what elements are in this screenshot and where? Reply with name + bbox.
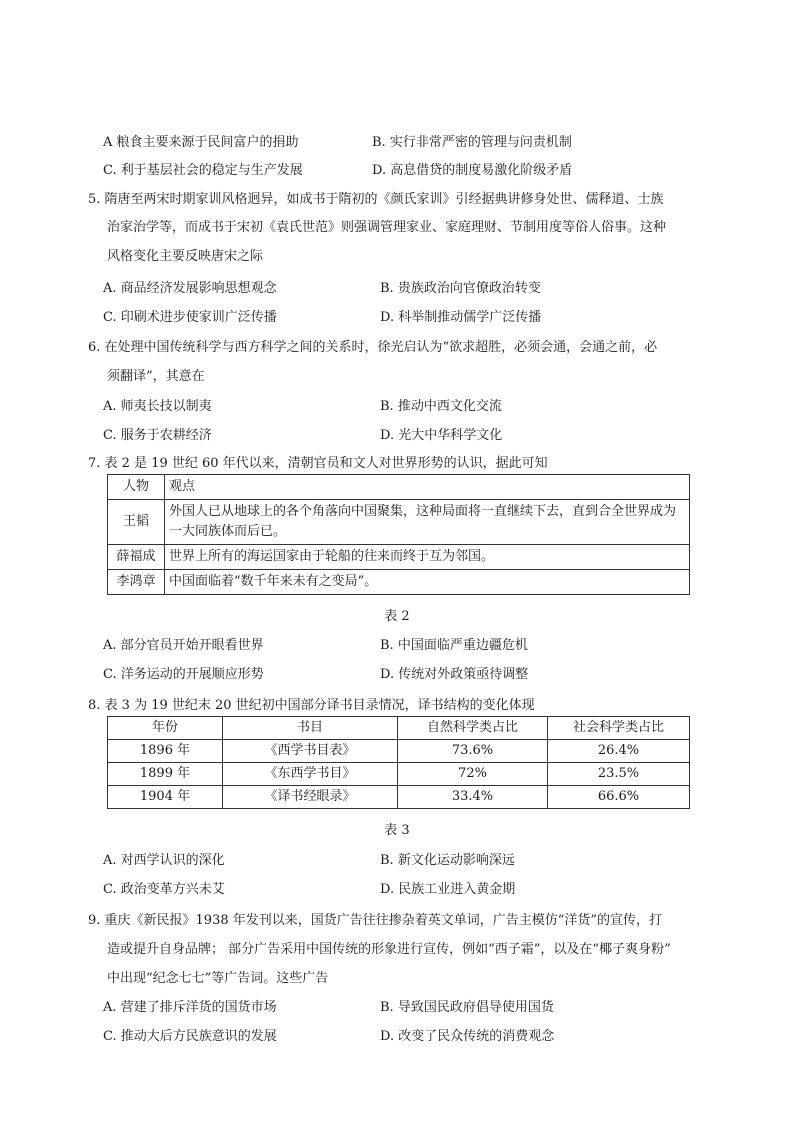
- table-row: [108, 500, 690, 545]
- table-cell: 1904 年: [108, 786, 223, 809]
- table-row: [108, 475, 690, 500]
- table-header-cell: 年份: [108, 717, 223, 740]
- q4-option-d: D. 高息借贷的制度易激化阶级矛盾: [372, 163, 573, 178]
- table-header-cell: 自然科学类占比: [398, 717, 548, 740]
- q7-option-b: B. 中国面临严重边疆危机: [380, 638, 528, 653]
- q9-option-b: B. 导致国民政府倡导使用国货: [380, 1000, 554, 1015]
- q5-option-d: D. 科举制推动儒学广泛传播: [380, 310, 542, 325]
- q9-stem-line-3: 中出现“纪念七七”等广告词。这些广告: [107, 971, 329, 986]
- table-cell: 23.5%: [548, 763, 690, 786]
- table-header-cell: 社会科学类占比: [548, 717, 690, 740]
- table-cell: 《译书经眼录》: [223, 786, 398, 809]
- table-cell: 外国人已从地球上的各个角落向中国聚集，这种局面将一直继续下去，直到合全世界成为一大同族体而后已。: [165, 500, 690, 545]
- q8-option-c: C. 政治变革方兴未艾: [103, 882, 225, 897]
- q8-option-b: B. 新文化运动影响深远: [380, 853, 515, 868]
- q9-option-d: D. 改变了民众传统的消费观念: [380, 1029, 555, 1044]
- q7-option-a: A. 部分官员开始开眼看世界: [103, 638, 264, 653]
- table-row: [108, 763, 690, 786]
- table-cell: 73.6%: [398, 740, 548, 763]
- q6-option-a: A. 师夷长技以制夷: [103, 399, 212, 414]
- table-cell: 李鸿章: [108, 570, 165, 595]
- table-cell: 《东西学书目》: [223, 763, 398, 786]
- table-2: [107, 474, 690, 595]
- q5-option-c: C. 印刷术进步使家训广泛传播: [103, 310, 277, 325]
- q9-option-c: C. 推动大后方民族意识的发展: [103, 1029, 277, 1044]
- table-row: [108, 570, 690, 595]
- table-3: [107, 716, 690, 809]
- q4-option-b: B. 实行非常严密的管理与问责机制: [372, 135, 572, 150]
- q6-stem-line-1: 6. 在处理中国传统科学与西方科学之间的关系时，徐光启认为“欲求超胜，必须会通，会通之前，必: [88, 340, 658, 355]
- table-header-cell: 书目: [223, 717, 398, 740]
- q6-stem-line-2: 须翻译”，其意在: [107, 369, 205, 384]
- q5-option-b: B. 贵族政治向官僚政治转变: [380, 281, 541, 296]
- q6-option-d: D. 光大中华科学文化: [380, 428, 503, 443]
- table-cell: 1899 年: [108, 763, 223, 786]
- table-row: [108, 786, 690, 809]
- q4-option-c: C. 利于基层社会的稳定与生产发展: [103, 163, 303, 178]
- q9-stem-line-2: 造或提升自身品牌； 部分广告采用中国传统的形象进行宣传，例如“西子霜”，以及在“椰子爽身粉”: [107, 942, 671, 957]
- q8-stem-line-1: 8. 表 3 为 19 世纪末 20 世纪初中国部分译书目录情况，译书结构的变化体现: [88, 698, 535, 713]
- q6-option-c: C. 服务于农耕经济: [103, 428, 212, 443]
- q5-option-a: A. 商品经济发展影响思想观念: [103, 281, 277, 296]
- q7-stem-line-1: 7. 表 2 是 19 世纪 60 年代以来，清朝官员和文人对世界形势的认识，据此可知: [88, 456, 548, 471]
- q5-stem-line-2: 治家治学等，而成书于宋初《袁氏世范》则强调管理家业、家庭理财、节制用度等俗人俗事。这种: [107, 220, 667, 235]
- table-cell: 33.4%: [398, 786, 548, 809]
- table-cell: 26.4%: [548, 740, 690, 763]
- table-cell: 薛福成: [108, 545, 165, 570]
- table-cell: 《西学书目表》: [223, 740, 398, 763]
- q8-option-d: D. 民族工业进入黄金期: [380, 882, 516, 897]
- q9-option-a: A. 营建了排斥洋货的国货市场: [103, 1000, 277, 1015]
- table-cell: 66.6%: [548, 786, 690, 809]
- table-cell: 72%: [398, 763, 548, 786]
- table-cell: 1896 年: [108, 740, 223, 763]
- table-row: [108, 740, 690, 763]
- table-row: [108, 545, 690, 570]
- q5-stem-line-3: 风格变化主要反映唐宋之际: [107, 249, 264, 264]
- table-header-cell: 观点: [165, 475, 690, 500]
- table-2-caption: 表 2: [384, 609, 410, 624]
- q5-stem-line-1: 5. 隋唐至两宋时期家训风格迥异，如成书于隋初的《颜氏家训》引经据典讲修身处世、儒释道、士族: [88, 192, 664, 207]
- q6-option-b: B. 推动中西文化交流: [380, 399, 502, 414]
- q7-option-c: C. 洋务运动的开展顺应形势: [103, 667, 264, 682]
- q7-option-d: D. 传统对外政策亟待调整: [380, 667, 529, 682]
- table-row: [108, 717, 690, 740]
- q9-stem-line-1: 9. 重庆《新民报》1938 年发刊以来，国货广告往往掺杂着英文单词，广告主模仿“洋货”的宣传，打: [88, 913, 663, 928]
- table-cell: 中国面临着“数千年来未有之变局”。: [165, 570, 690, 595]
- table-3-caption: 表 3: [384, 823, 410, 838]
- table-cell: 世界上所有的海运国家由于轮船的往来而终于互为邻国。: [165, 545, 690, 570]
- table-cell: 王韬: [108, 500, 165, 545]
- q8-option-a: A. 对西学认识的深化: [103, 853, 225, 868]
- table-header-cell: 人物: [108, 475, 165, 500]
- q4-option-a: A 粮食主要来源于民间富户的捐助: [103, 135, 299, 150]
